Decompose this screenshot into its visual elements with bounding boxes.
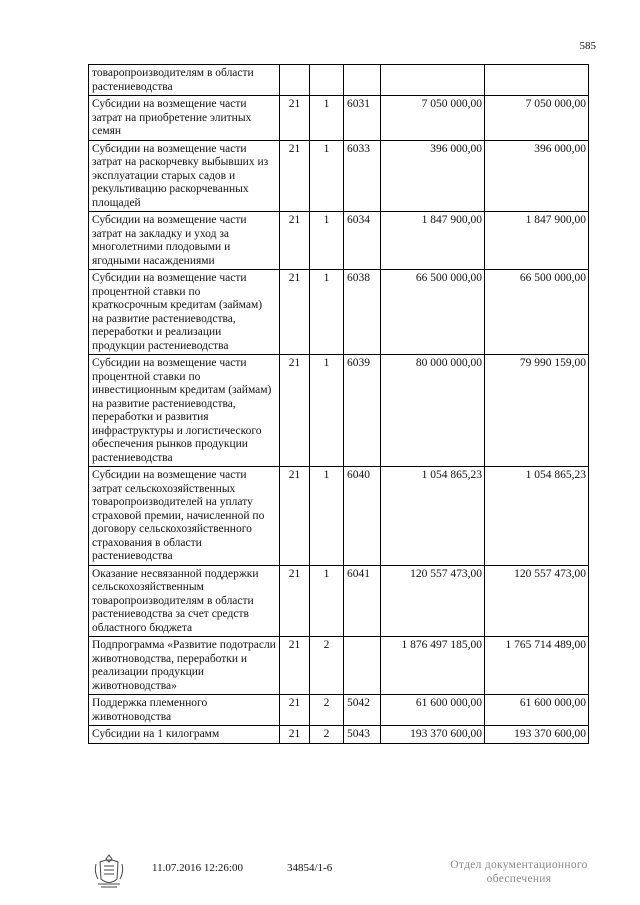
page-number: 585: [579, 40, 596, 52]
row-amount-planned-cell: [381, 65, 485, 96]
footer-department-stamp: [444, 858, 594, 886]
row-amount-planned-cell: 193 370 600,00: [381, 726, 485, 744]
row-name-cell: Субсидии на 1 килограмм: [89, 726, 280, 744]
row-code-cell: 6039: [344, 355, 381, 467]
row-amount-planned-cell: 1 054 865,23: [381, 467, 485, 566]
row-name-cell: Субсидии на возмещение части затрат на приобретение элитных семян: [89, 96, 280, 141]
footer-datetime: 11.07.2016 12:26:00: [152, 862, 243, 874]
footer-department-line: обеспечения: [486, 873, 552, 885]
row-amount-actual-cell: 1 765 714 489,00: [485, 637, 589, 695]
row-amount-planned-cell: 1 876 497 185,00: [381, 637, 485, 695]
row-section-cell: 21: [280, 355, 310, 467]
table-row: [89, 140, 589, 212]
table-row: [89, 65, 589, 96]
row-code-cell: 5043: [344, 726, 381, 744]
row-subsection-cell: 1: [310, 96, 344, 141]
row-amount-planned-cell: 1 847 900,00: [381, 212, 485, 270]
row-amount-planned-cell: 120 557 473,00: [381, 565, 485, 637]
row-name-cell: Поддержка племенного животноводства: [89, 695, 280, 726]
row-code-cell: 6038: [344, 270, 381, 355]
row-subsection-cell: 1: [310, 355, 344, 467]
row-name-cell: Субсидии на возмещение части затрат на раскорчевку выбывших из эксплуатации старых садов и рекультивацию раскорчеванных площадей: [89, 140, 280, 212]
row-amount-planned-cell: 66 500 000,00: [381, 270, 485, 355]
table-row: [89, 96, 589, 141]
row-amount-actual-cell: 193 370 600,00: [485, 726, 589, 744]
row-section-cell: 21: [280, 467, 310, 566]
table-row: [89, 565, 589, 637]
row-code-cell: 6033: [344, 140, 381, 212]
row-amount-planned-cell: 80 000 000,00: [381, 355, 485, 467]
row-name-cell: Субсидии на возмещение части процентной ставки по краткосрочным кредитам (займам) на развитие растениеводства, переработки и реализации продукции растениеводства: [89, 270, 280, 355]
row-subsection-cell: [310, 65, 344, 96]
row-amount-actual-cell: [485, 65, 589, 96]
budget-table-body: [89, 65, 589, 744]
row-name-cell: Субсидии на возмещение части процентной ставки по инвестиционным кредитам (займам) на развитие растениеводства, переработки и развития инфраструктуры и логистического обеспечения рынков продукции растениеводства: [89, 355, 280, 467]
row-amount-actual-cell: 79 990 159,00: [485, 355, 589, 467]
coat-of-arms-icon: [92, 852, 126, 890]
row-amount-actual-cell: 66 500 000,00: [485, 270, 589, 355]
row-code-cell: 6040: [344, 467, 381, 566]
row-code-cell: 6031: [344, 96, 381, 141]
footer-department-line: Отдел документационного: [450, 859, 588, 871]
row-amount-actual-cell: 61 600 000,00: [485, 695, 589, 726]
row-name-cell: товаропроизводителям в области растениеводства: [89, 65, 280, 96]
row-section-cell: 21: [280, 212, 310, 270]
row-section-cell: 21: [280, 695, 310, 726]
row-amount-planned-cell: 61 600 000,00: [381, 695, 485, 726]
row-subsection-cell: 1: [310, 140, 344, 212]
row-section-cell: [280, 65, 310, 96]
row-subsection-cell: 2: [310, 637, 344, 695]
table-row: [89, 726, 589, 744]
row-section-cell: 21: [280, 140, 310, 212]
row-subsection-cell: 2: [310, 695, 344, 726]
table-row: [89, 270, 589, 355]
row-amount-actual-cell: 1 847 900,00: [485, 212, 589, 270]
row-amount-actual-cell: 396 000,00: [485, 140, 589, 212]
row-name-cell: Подпрограмма «Развитие подотрасли животноводства, переработки и реализации продукции животноводства»: [89, 637, 280, 695]
table-row: [89, 637, 589, 695]
row-section-cell: 21: [280, 726, 310, 744]
table-row: [89, 355, 589, 467]
table-row: [89, 467, 589, 566]
row-subsection-cell: 1: [310, 270, 344, 355]
row-subsection-cell: 2: [310, 726, 344, 744]
row-code-cell: 6041: [344, 565, 381, 637]
row-code-cell: [344, 637, 381, 695]
table-row: [89, 695, 589, 726]
row-section-cell: 21: [280, 96, 310, 141]
footer-doc-number: 34854/1-6: [287, 862, 333, 874]
row-amount-planned-cell: 396 000,00: [381, 140, 485, 212]
row-code-cell: 5042: [344, 695, 381, 726]
row-amount-planned-cell: 7 050 000,00: [381, 96, 485, 141]
row-code-cell: [344, 65, 381, 96]
row-code-cell: 6034: [344, 212, 381, 270]
row-subsection-cell: 1: [310, 212, 344, 270]
row-section-cell: 21: [280, 565, 310, 637]
row-section-cell: 21: [280, 637, 310, 695]
row-section-cell: 21: [280, 270, 310, 355]
row-amount-actual-cell: 7 050 000,00: [485, 96, 589, 141]
row-subsection-cell: 1: [310, 467, 344, 566]
row-subsection-cell: 1: [310, 565, 344, 637]
row-name-cell: Субсидии на возмещение части затрат сельскохозяйственных товаропроизводителей на уплату страховой премии, начисленной по договору сельскохозяйственного страхования в области растениеводства: [89, 467, 280, 566]
row-name-cell: Оказание несвязанной поддержки сельскохозяйственным товаропроизводителям в области растениеводства за счет средств областного бюджета: [89, 565, 280, 637]
table-row: [89, 212, 589, 270]
footer: [0, 858, 640, 898]
row-amount-actual-cell: 1 054 865,23: [485, 467, 589, 566]
row-amount-actual-cell: 120 557 473,00: [485, 565, 589, 637]
row-name-cell: Субсидии на возмещение части затрат на закладку и уход за многолетними плодовыми и ягодными насаждениями: [89, 212, 280, 270]
budget-table: [88, 64, 589, 744]
